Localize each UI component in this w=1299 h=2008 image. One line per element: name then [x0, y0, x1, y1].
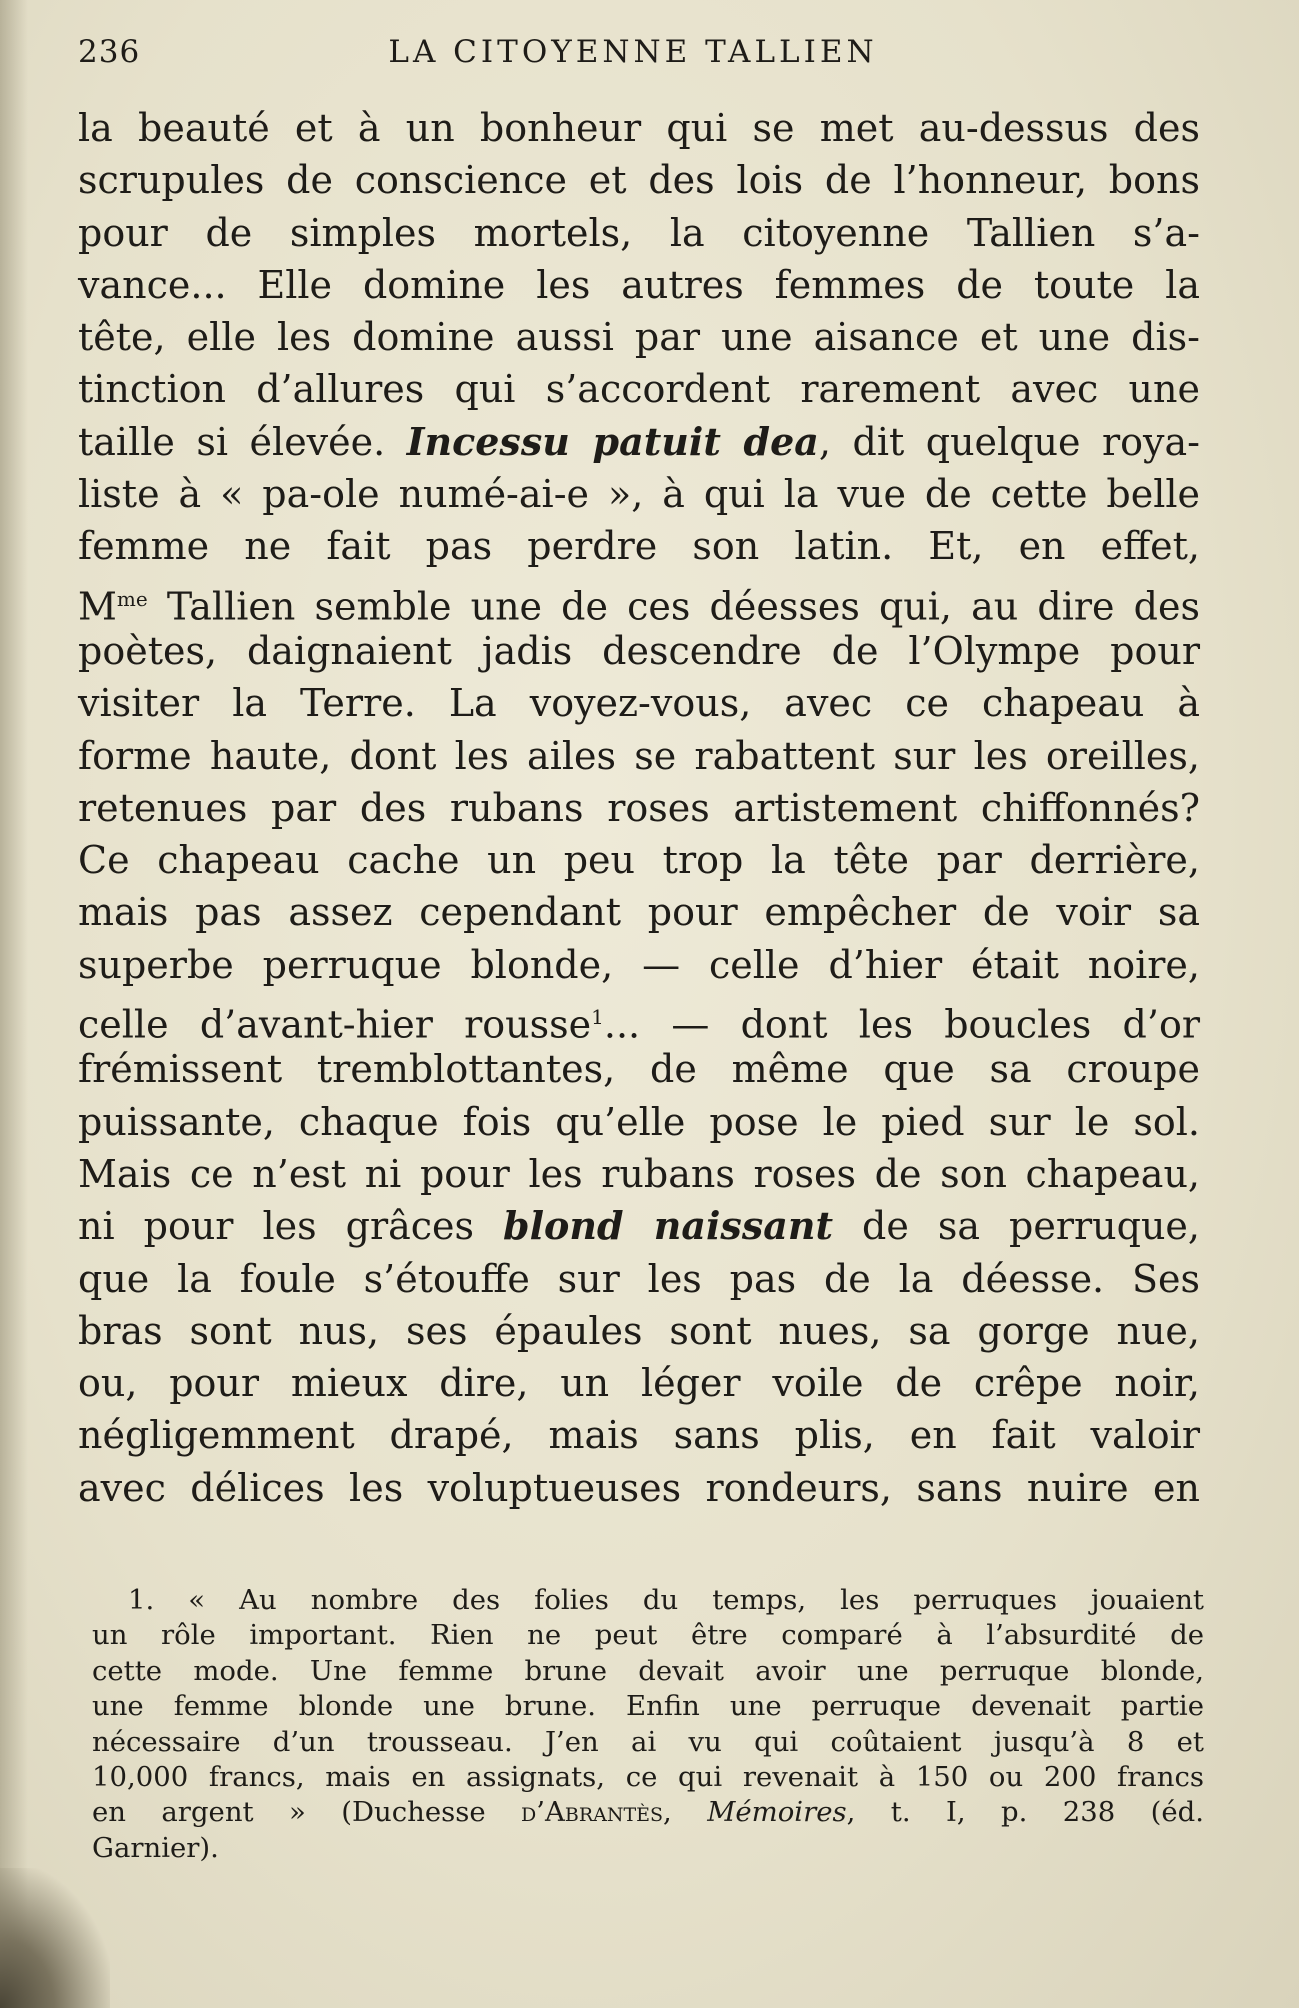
page-gutter-shadow: [0, 0, 28, 2008]
text-line: visiter la Terre. La voyez-vous, avec ce chapeau à: [78, 681, 1200, 726]
italic-phrase: blond naissant: [503, 1203, 834, 1249]
text-segment: celle d’avant-hier rousse: [78, 1002, 592, 1047]
text-line: retenues par des rubans roses artistement chiffonnés?: [78, 785, 1200, 830]
work-title: Mémoires: [707, 1796, 847, 1829]
page-corner-shadow: [0, 1868, 110, 2008]
footnote-line: 1. « Au nombre des folies du temps, les perruques jouaient: [128, 1584, 1204, 1616]
text-line: poètes, daignaient jadis descendre de l’Olympe pour: [78, 628, 1200, 673]
footnote-line: un rôle important. Rien ne peut être comparé à l’absurdité de: [92, 1619, 1204, 1652]
text-line: puissante, chaque fois qu’elle pose le pied sur le sol.: [78, 1099, 1200, 1144]
footnote-line: 10,000 francs, mais en assignats, ce qui revenait à 150 ou 200 francs: [92, 1760, 1204, 1793]
text-line: tinction d’allures qui s’accordent rarement avec une: [78, 367, 1200, 412]
text-segment: en argent » (Duchesse: [92, 1796, 522, 1829]
text-line: bras sont nus, ses épaules sont nues, sa gorge nue,: [78, 1308, 1200, 1353]
text-line: scrupules de conscience et des lois de l’honneur, bons: [78, 158, 1200, 203]
text-line: mais pas assez cependant pour empêcher de voir sa: [78, 890, 1200, 935]
latin-quotation: Incessu patuit dea: [406, 418, 819, 464]
text-line: [78, 1200, 1200, 1252]
text-line: [78, 991, 1200, 1047]
running-head: LA CITOYENNE TALLIEN: [388, 34, 878, 70]
text-segment: M: [78, 584, 117, 629]
footnote-line: Garnier).: [92, 1831, 219, 1864]
footnote: [92, 1583, 1204, 1866]
page-header: [78, 30, 1208, 76]
footnote-marker: 1: [591, 1005, 604, 1030]
text-segment: , t. I, p. 238 (éd.: [846, 1796, 1204, 1829]
text-line: [78, 573, 1200, 629]
text-segment: de sa perruque,: [833, 1204, 1200, 1249]
text-line: Ce chapeau cache un peu trop la tête par derrière,: [78, 838, 1200, 883]
text-line: négligemment drapé, mais sans plis, en fait valoir: [78, 1413, 1200, 1458]
author-name: d’Abrantès: [521, 1796, 664, 1829]
text-segment: ... — dont les boucles d’or: [603, 1002, 1200, 1047]
page-number: 236: [78, 34, 141, 70]
text-line: forme haute, dont les ailes se rabattent sur les oreilles,: [78, 733, 1200, 778]
footnote-line: [92, 1795, 1204, 1830]
text-line: liste à « pa-ole numé-ai-e », à qui la vue de cette belle: [78, 472, 1200, 517]
text-line: vance... Elle domine les autres femmes de toute la: [78, 262, 1200, 307]
text-line: ou, pour mieux dire, un léger voile de crêpe noir,: [78, 1361, 1200, 1406]
text-line: femme ne fait pas perdre son latin. Et, en effet,: [78, 524, 1200, 569]
text-line: que la foule s’étouffe sur les pas de la déesse. Ses: [78, 1256, 1200, 1301]
text-line: superbe perruque blonde, — celle d’hier était noire,: [78, 942, 1200, 987]
text-line: Mais ce n’est ni pour les rubans roses de son chapeau,: [78, 1151, 1200, 1196]
text-line: avec délices les voluptueuses rondeurs, sans nuire en: [78, 1465, 1200, 1510]
text-line: frémissent tremblottantes, de même que sa croupe: [78, 1047, 1200, 1092]
text-segment: ,: [663, 1796, 708, 1829]
text-segment: , dit quelque roya-: [818, 419, 1200, 464]
text-segment: taille si élevée.: [78, 419, 407, 464]
footnote-line: nécessaire d’un trousseau. J’en ai vu qui coûtaient jusqu’à 8 et: [92, 1725, 1204, 1758]
text-segment: ni pour les grâces: [78, 1204, 504, 1249]
text-line: pour de simples mortels, la citoyenne Tallien s’a-: [78, 210, 1200, 255]
text-line: [78, 416, 1200, 468]
superscript: me: [116, 586, 148, 611]
body-text: [78, 102, 1200, 1514]
footnote-line: une femme blonde une brune. Enfin une perruque devenait partie: [92, 1690, 1204, 1723]
text-line: la beauté et à un bonheur qui se met au-dessus des: [78, 106, 1200, 150]
text-line: tête, elle les domine aussi par une aisance et une dis-: [78, 315, 1200, 360]
text-segment: Tallien semble une de ces déesses qui, au dire des: [147, 584, 1200, 629]
footnote-line: cette mode. Une femme brune devait avoir une perruque blonde,: [92, 1654, 1204, 1687]
